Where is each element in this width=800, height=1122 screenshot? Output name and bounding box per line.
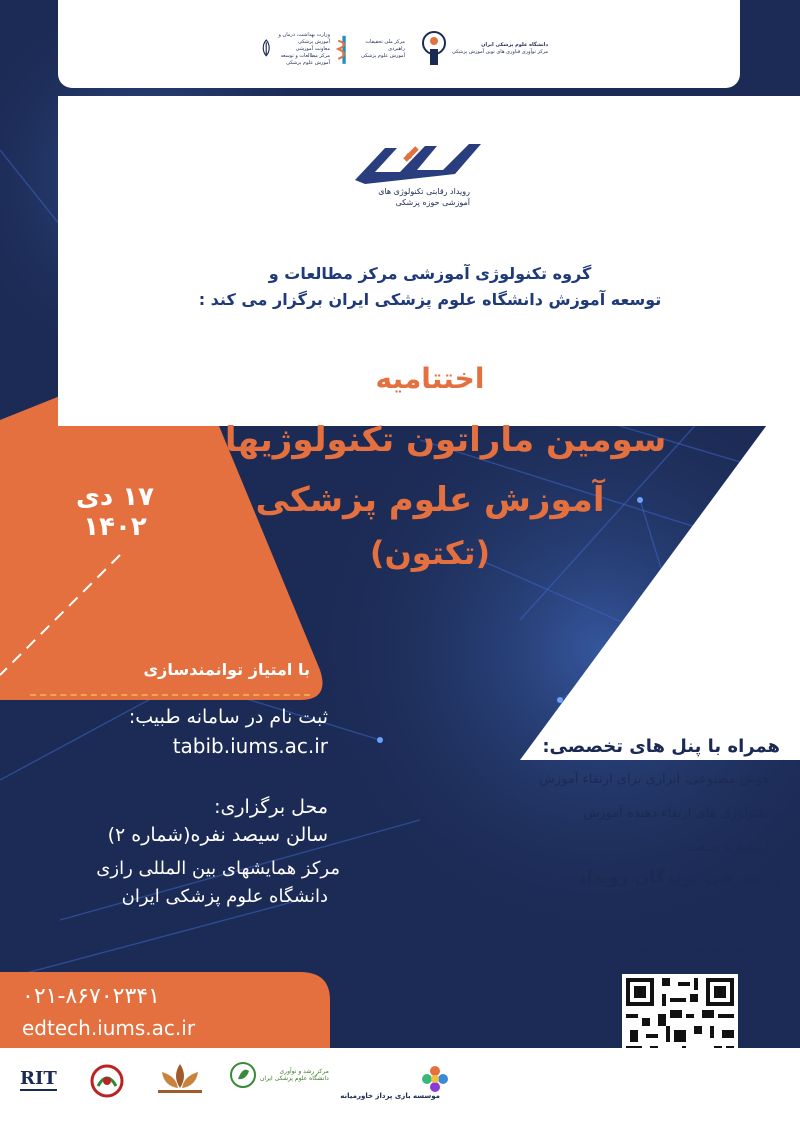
panel-item-tech: – تکنولوژی های ارتقاء دهنده آموزش	[583, 806, 780, 821]
brand-tagline-line2: آموزشی حوزه پزشکی	[395, 198, 470, 207]
venue-label: محل برگزاری:	[214, 796, 328, 818]
brand-tagline	[360, 186, 470, 208]
footer-badge-icon	[90, 1064, 124, 1098]
schedule-label: جدول برنامه های اختتامیه:	[629, 940, 782, 956]
leaf-icon	[230, 1062, 256, 1088]
logo-left-line1: دانشگاه علوم پزشکی ایران	[481, 42, 549, 48]
logo-mid2-line1: مرکز ملی تحقیقات راهبردی	[365, 38, 405, 52]
register-url[interactable]: tabib.iums.ac.ir	[172, 734, 328, 758]
contact-website[interactable]: edtech.iums.ac.ir	[22, 1016, 196, 1040]
orange-dashed-divider	[30, 694, 310, 696]
panel-item-ai: – هوش مصنوعی، ابزاری برای ارتقاء آموزش	[538, 772, 780, 787]
caduceus-icon	[335, 29, 353, 69]
logo-iums-innovation	[420, 18, 580, 80]
title-line1: اختتامیه	[375, 362, 485, 395]
event-date: ۱۷ دی ۱۴۰۲	[76, 482, 154, 542]
flower-icon	[420, 1064, 450, 1094]
register-label: ثبت نام در سامانه طبیب:	[128, 706, 328, 728]
footer-game-institute-text: موسسه بازی پرداز خاورمیانه	[340, 1092, 440, 1100]
logo-mid2-line2: آموزش علوم پزشکی	[361, 52, 405, 59]
logo-right-line1: وزارت بهداشت، درمان و آموزش پزشکی	[278, 31, 330, 45]
winners-text: و معرفی برندگان رویداد	[577, 868, 780, 888]
logo-strategic-center	[335, 18, 405, 80]
panel-item-industry: – ارتباط با صنعت	[686, 840, 780, 855]
growth-line2: دانشگاه علوم پزشکی ایران	[260, 1075, 329, 1082]
title-line2: سومین ماراتون تکنولوژیهای	[193, 420, 667, 460]
credit-text: با امتیاز توانمندسازی	[143, 660, 310, 679]
intro-line2: توسعه آموزش دانشگاه علوم پزشکی ایران برگزار می کند :	[198, 290, 662, 309]
footer-logo-game-institute	[300, 1064, 450, 1094]
rit-logo-text: RIT	[20, 1068, 57, 1089]
title-line3: آموزش علوم پزشکی	[255, 480, 605, 520]
contact-phone: ۰۲۱-۸۶۷۰۲۳۴۱	[22, 984, 160, 1009]
footer-logo-rit	[20, 1068, 57, 1091]
logo-left-line2: مرکز نوآوری فناوری های نوین آموزش پزشکی	[452, 49, 549, 55]
panels-heading: همراه با پنل های تخصصی:	[542, 736, 780, 757]
venue-line2: مرکز همایشهای بین المللی رازی	[96, 858, 340, 879]
title-line4: (تکتون)	[369, 534, 491, 572]
iums-emblem-icon	[420, 29, 448, 69]
techton-logo-icon	[345, 140, 485, 190]
venue-line1: سالن سیصد نفره(شماره ۲)	[107, 824, 328, 846]
iran-emblem-icon	[260, 31, 272, 67]
logo-right-line3: مرکز مطالعات و توسعه آموزش علوم پزشکی	[280, 52, 330, 66]
venue-line3: دانشگاه علوم پزشکی ایران	[121, 886, 328, 907]
footer-lotus-icon	[150, 1060, 210, 1096]
brand-tagline-line1: رویداد رقابتی تکنولوژی های	[378, 187, 470, 196]
logo-right-line2: معاونت آموزشی	[295, 45, 330, 52]
intro-line1: گروه تکنولوژی آموزشی مرکز مطالعات و	[268, 264, 592, 283]
growth-line1: مرکز رشد و نوآوری	[279, 1068, 329, 1075]
logo-ministry	[260, 18, 330, 80]
